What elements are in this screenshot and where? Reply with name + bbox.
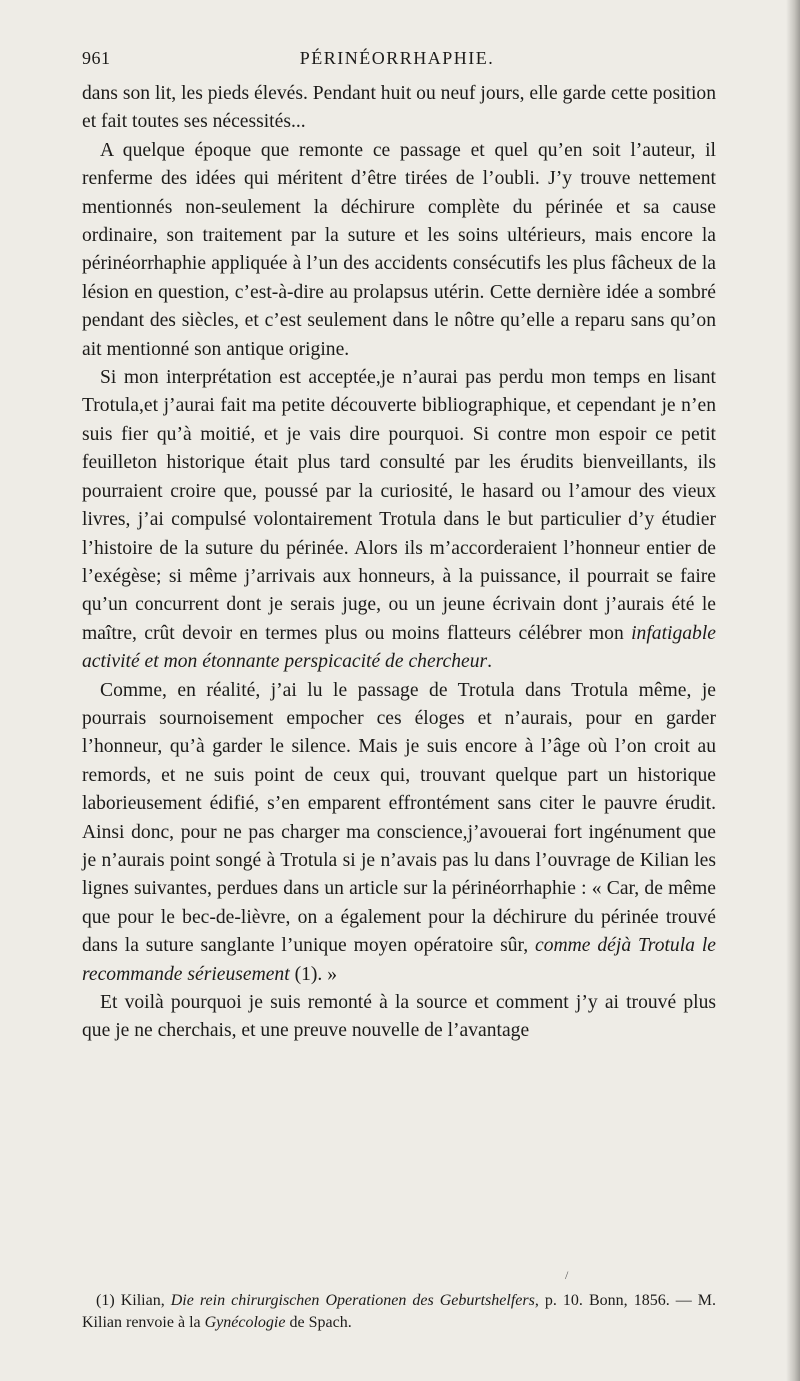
- body-text: [82, 80, 716, 1046]
- stray-mark: /: [565, 1268, 569, 1282]
- footnote-1-end: de Spach.: [285, 1314, 352, 1331]
- page-number: 961: [82, 48, 111, 68]
- page-edge-shadow: [786, 0, 800, 1381]
- paragraph-3-end: .: [487, 651, 493, 673]
- footnote-1-pub: , p. 10. Bonn, 1856. — M. Kilian renvoie à la: [82, 1292, 717, 1331]
- page-header: [82, 48, 712, 72]
- footnote-1-book-title: Die rein chirurgischen Operationen des Geburtshelfers: [170, 1292, 535, 1309]
- footnote-1: [82, 1290, 716, 1334]
- footnote-1-gynecologie: Gynécologie: [204, 1314, 286, 1331]
- paragraph-3-text: Si mon interprétation est acceptée,je n’aurai pas perdu mon temps en lisant Trotula,et j’aurai fait ma petite découverte bibliographique, et cependant je n’en suis fier qu’à moitié, et je vais dire pourquoi. Si contre mon espoir ce petit feuilleton historique était plus tard consulté par les érudits bienveillants, ils pourraient croire que, poussé par la curiosité, le hasard ou l’amour des vieux livres, j’ai compulsé volontairement Trotula dans le but particulier d’y étudier l’histoire de la suture du périnée. Alors ils m’accorderaient l’honneur entier de l’exégèse; si même j’arrivais aux honneurs, à la puissance, il pourrait se faire qu’un concurrent dont je serais juge, ou un jeune écrivain dont j’aurais été le maître, crût devoir en termes plus ou moins flatteurs célébrer mon: [82, 367, 716, 644]
- paragraph-1-text: dans son lit, les pieds élevés. Pendant huit ou neuf jours, elle garde cette position et fait toutes ses nécessités...: [82, 83, 716, 133]
- paragraph-4-text: Comme, en réalité, j’ai lu le passage de Trotula dans Trotula même, je pourrais sournoisement empocher ces éloges et n’aurais, pour en garder l’honneur, qu’à garder le silence. Mais je suis encore à l’âge où l’on croit au remords, et ne suis point de ceux qui, trouvant quelque part un historique laborieusement édifié, s’en emparent effrontément sans citer le pauvre érudit. Ainsi donc, pour ne pas charger ma conscience,j’avouerai fort ingénument que je n’aurais point songé à Trotula si je n’avais pas lu dans l’ouvrage de Kilian les lignes suivantes, perdues dans un article sur la périnéorrhaphie : « Car, de même que pour le bec-de-lièvre, on a également pour la déchirure du périnée trouvé dans la suture sanglante l’unique moyen opératoire sûr,: [82, 679, 716, 957]
- footnotes: [82, 1290, 716, 1334]
- paragraph-3-italic-phrase: infatigable activité et mon étonnante perspicacité de chercheur: [82, 622, 716, 673]
- paragraph-2-text: A quelque époque que remonte ce passage et quel qu’en soit l’auteur, il renferme des idées qui méritent d’être tirées de l’oubli. J’y trouve nettement mentionnés non-seulement la déchirure complète du périnée et sa cause ordinaire, son traitement par la suture et les soins ultérieurs, mais encore la périnéorrhaphie appliquée à l’un des accidents consécutifs les plus fâcheux de la lésion en question, c’est-à-dire au prolapsus utérin. Cette dernière idée a sombré pendant des siècles, et c’est seulement dans le nôtre qu’elle a reparu sans qu’on ait mentionné son antique origine.: [82, 139, 716, 360]
- paragraph-2: [82, 137, 716, 364]
- paragraph-5-text: Et voilà pourquoi je suis remonté à la source et comment j’y ai trouvé plus que je ne cherchais, et une preuve nouvelle de l’avantage: [82, 992, 716, 1042]
- paragraph-4: [82, 677, 716, 989]
- paragraph-5: [82, 989, 716, 1046]
- footnote-1-ref: (1) Kilian,: [96, 1292, 171, 1309]
- paragraph-4-end: (1). »: [289, 963, 338, 985]
- paragraph-3: [82, 364, 716, 676]
- paragraph-4-italic-phrase: comme déjà Trotula le recommande sérieusement: [82, 935, 716, 985]
- paragraph-1: [82, 80, 716, 137]
- running-title: PÉRINÉORRHAPHIE.: [299, 48, 495, 68]
